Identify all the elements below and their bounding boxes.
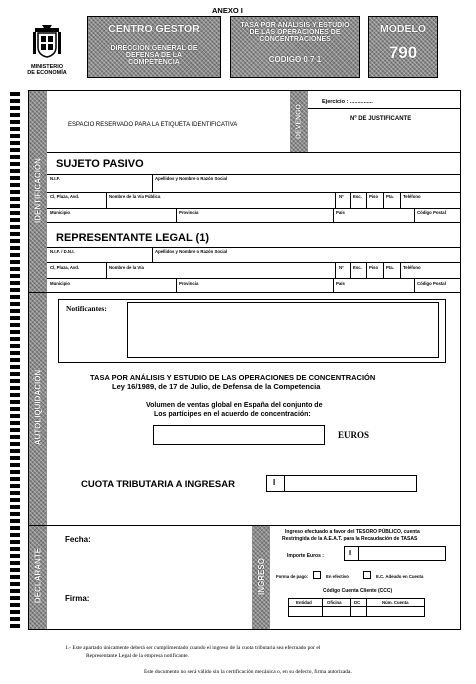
importe-input[interactable] [344,546,446,561]
nif-label: N.I.F. [50,176,61,181]
ec-checkbox[interactable] [363,571,371,579]
ccc-table[interactable] [288,598,425,617]
via-publica-label: Nombre de la Vía Pública [109,194,161,199]
rep-pais-label: País [336,281,345,286]
apellidos-field[interactable] [154,180,460,191]
annex-label: ANEXO I [212,6,243,15]
rep-piso-label: Piso [369,265,379,270]
representante-title: REPRESENTANTE LEGAL (1) [56,232,209,244]
sujeto-pasivo-title: SUJETO PASIVO [56,158,144,170]
cuota-input[interactable] [266,475,417,492]
validity-note: Este documento no será válido sin la certificación mecánica o, en su defecto, firma autorizada. [144,669,352,675]
piso-label: Piso [369,194,379,199]
volumen-line1: Volumen de ventas global en España del conjunto de [146,402,323,409]
forma-pago-label: Forma de pago: [276,574,309,579]
rep-cl-label: Cl, Plaza, Avd. [50,265,80,270]
rep-apellidos-label: Apellidos y Nombre o Razón Social [155,249,228,254]
autoliquidacion-sidebar: AUTOLIQUIDACIÓN [29,293,47,525]
importe-label: Importe Euros : [287,553,324,559]
ingreso-sidebar: INGRESO [252,526,270,629]
ministry-label: MINISTERIO DE ECONOMÍA [27,64,67,76]
efectivo-checkbox[interactable] [313,571,321,579]
importe-prefix: I [349,548,352,557]
fecha-label: Fecha: [65,535,91,544]
cp-label: Código Postal [417,210,446,215]
oficina-label: Oficina [327,600,342,605]
devengo-bar: DEVENGO [290,91,308,153]
coat-of-arms-icon [32,24,62,62]
esc-label: Esc. [353,194,362,199]
centro-gestor-box: CENTRO GESTOR DIRECCIÓN GENERAL DE DEFENSA DE LA COMPETENCIA [87,16,221,78]
tasa-heading-line1: TASA POR ANÁLISIS Y ESTUDIO DE LAS OPERACIONES DE CONCENTRACIÓN [90,373,376,382]
rep-via-label: Nombre de la Vía [109,265,144,270]
euros-label: EUROS [338,430,370,440]
firma-label: Firma: [65,594,90,603]
num-label: Nº [339,194,344,199]
municipio-label: Municipio [50,210,71,215]
rep-cp-label: Código Postal [417,281,446,286]
dc-label: DC [354,600,361,605]
cl-label: Cl, Plaza, Avd. [50,194,80,199]
pais-label: País [336,210,345,215]
rep-telefono-label: Teléfono [403,265,421,270]
apellidos-label: Apellidos y Nombre o Razón Social [155,176,228,181]
fecha-field[interactable] [100,532,240,546]
ec-label: E.C. Adeudo en Cuenta [376,574,424,579]
tasa-heading-line2: Ley 16/1989, de 17 de Julio, de Defensa de la Competencia [112,382,321,391]
footnote-2: Representante Legal de la empresa notificante. [86,653,189,659]
identificacion-sidebar: IDENTIFICACIÓN [29,91,47,293]
volumen-input[interactable] [153,425,325,445]
binding-strip [10,92,20,628]
efectivo-label: En efectivo [326,574,349,579]
cuenta-label: Núm. Cuenta [382,600,409,605]
reserved-label: ESPACIO RESERVADO PARA LA ETIQUETA IDENTIFICATIVA [68,122,238,128]
rep-municipio-label: Municipio [50,281,71,286]
cuota-prefix: I [273,478,276,487]
ccc-label: Código Cuenta Cliente (CCC) [323,588,393,594]
entidad-label: Entidad [296,600,312,605]
rep-pta-label: Pta. [386,265,394,270]
volumen-line2: Los partícipes en el acuerdo de concentración: [154,411,311,418]
ejercicio-field[interactable]: Ejercicio : ............... [322,99,373,105]
notificantes-label: Notificantes: [66,304,107,313]
telefono-label: Teléfono [403,194,421,199]
footnote-1: 1.- Este apartado únicamente deberá ser cumplimentado cuando el ingreso de la cuota tributaria sea efectuado por el [65,645,321,651]
pta-label: Pta. [386,194,394,199]
justificante-label: Nº DE JUSTIFICANTE [350,116,412,122]
nif-field[interactable] [48,180,151,191]
declarante-sidebar: DECLARANTE [29,525,47,629]
firma-field[interactable] [100,575,240,615]
rep-num-label: Nº [339,265,344,270]
tasa-box: TASA POR ANÁLISIS Y ESTUDIO DE LAS OPERACIONES DE CONCENTRACIONES CODIGO 0 7 1 [230,16,360,78]
cuota-label: CUOTA TRIBUTARIA A INGRESAR [81,479,235,490]
modelo-box: MODELO 790 [368,16,438,78]
rep-esc-label: Esc. [353,265,362,270]
ingreso-header1: Ingreso efectuado a favor del TESORO PÚBLICO, cuenta [285,529,420,535]
ingreso-header2: Restringida de la A.E.A.T. para la Recaudación de TASAS [282,536,418,542]
provincia-label: Provincia [179,210,199,215]
rep-provincia-label: Provincia [179,281,199,286]
nif-dni-label: N.I.F. / D.N.I. [50,249,75,254]
notificantes-input[interactable] [127,302,439,358]
